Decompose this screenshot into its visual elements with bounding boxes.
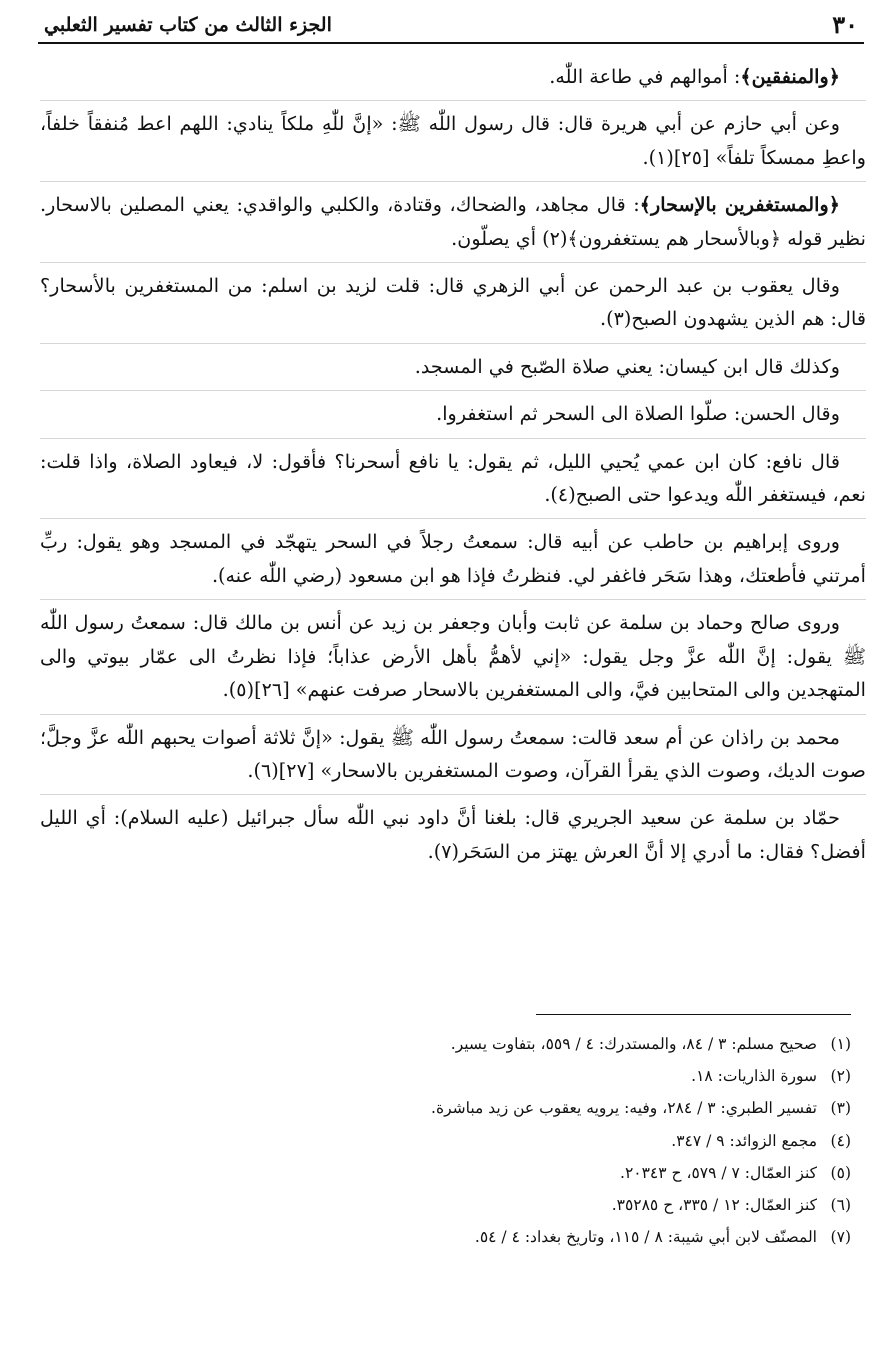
footnote (231, 1028, 851, 1060)
paragraph (40, 518, 866, 592)
paragraph (40, 599, 866, 706)
paragraph (40, 438, 866, 512)
paragraph-text: : أموالهم في طاعة اللّٰه. (549, 65, 741, 88)
paragraph-text: قال نافع: كان ابن عمي يُحيي الليل، ثم يقول: يا نافع أسحرنا؟ فأقول: لا، فيعاود الصلاة، واذا قلت: نعم، فيستغفر اللّٰه ويدعوا حتى الصبح(٤). (40, 449, 866, 507)
paragraph (40, 262, 866, 336)
paragraph-text: وروى صالح وحماد بن سلمة عن ثابت وأبان وجعفر بن زيد عن أنس بن مالك قال: سمعتُ رسول اللّٰه ﷺ يقول: إنَّ اللّٰه عزَّ وجل يقول: «إني لأهمُّ بأهل الأرض عذاباً؛ فإذا نظرتُ الى عمّار بيوتي والى المتهجدين والى المتحابين فيَّ، والى المستغفرين بالاسحار صرفت عنهم» [٢٦](٥). (40, 611, 866, 702)
verse-lead: ﴿والمنفقين﴾ (740, 65, 840, 88)
footnote-text: المصنّف لابن أبي شيبة: ٨ / ١١٥، وتاريخ بغداد: ٤ / ٥٤. (474, 1228, 817, 1247)
paragraph-text: وعن أبي حازم عن أبي هريرة قال: قال رسول اللّٰه ﷺ: «إنَّ للّٰهِ ملكاً ينادي: اللهم اعط مُنفقاً خلفاً، واعطِ ممسكاً تلفاً» [٢٥](١). (40, 112, 866, 169)
footnote-separator (536, 1014, 851, 1015)
footnote (231, 1125, 851, 1157)
paragraph (40, 181, 866, 255)
footnote (231, 1221, 851, 1253)
footnote-text: كنز العمّال: ١٢ / ٣٣٥، ح ٣٥٢٨٥. (611, 1196, 817, 1215)
footnotes (231, 1028, 851, 1253)
footnote-text: كنز العمّال: ٧ / ٥٧٩، ح ٢٠٣٤٣. (620, 1163, 817, 1182)
paragraph (40, 60, 866, 93)
paragraph (40, 100, 866, 174)
footnote (231, 1060, 851, 1092)
footnote-text: تفسير الطبري: ٣ / ٢٨٤، وفيه: يرويه يعقوب عن زيد مباشرة. (431, 1099, 817, 1118)
footnote-number: (٣) (830, 1099, 851, 1118)
paragraph (40, 794, 866, 868)
footnote-number: (٦) (830, 1196, 851, 1215)
footnote (231, 1189, 851, 1221)
footnote-number: (٢) (830, 1067, 851, 1086)
footnote (231, 1092, 851, 1124)
paragraph-text: وروى إبراهيم بن حاطب عن أبيه قال: سمعتُ رجلاً في السحر يتهجّد في المسجد وهو يقول: ربِّ أمرتني فأطعتك، وهذا سَحَر فاغفر لي. فنظرتُ فإذا هو ابن مسعود (رضي اللّٰه عنه). (40, 530, 866, 587)
paragraph-text: وكذلك قال ابن كيسان: يعني صلاة الصّبح في المسجد. (414, 354, 840, 378)
paragraph (40, 390, 866, 430)
paragraph-text: وقال يعقوب بن عبد الرحمن عن أبي الزهري قال: قلت لزيد بن اسلم: من المستغفرين بالأسحار؟ قال: هم الذين يشهدون الصبح(٣). (40, 274, 866, 331)
footnote-text: مجمع الزوائد: ٩ / ٣٤٧. (671, 1131, 817, 1150)
footnote-text: سورة الذاريات: ١٨. (691, 1067, 817, 1086)
paragraph (40, 343, 866, 383)
paragraph-text: محمد بن راذان عن أم سعد قالت: سمعتُ رسول اللّٰه ﷺ يقول: «إنَّ ثلاثة أصوات يحبهم اللّٰه عزَّ وجلَّ؛ صوت الديك، وصوت الذي يقرأ القرآن، وصوت المستغفرين بالاسحار» [٢٧](٦). (40, 725, 866, 782)
footnote-text: صحيح مسلم: ٣ / ٨٤، والمستدرك: ٤ / ٥٥٩، بتفاوت يسير. (450, 1035, 817, 1053)
footnote-number: (٧) (830, 1228, 851, 1247)
verse-lead: ﴿والمستغفرين بالإسحار﴾ (639, 193, 840, 217)
page-header (38, 8, 864, 44)
running-title: الجزء الثالث من كتاب تفسير الثعلبي (44, 14, 332, 36)
footnote (231, 1157, 851, 1189)
footnote-number: (٥) (830, 1163, 851, 1182)
footnote-number: (١) (830, 1035, 851, 1053)
paragraph-text: : قال مجاهد، والضحاك، وقتادة، والكلبي والواقدي: يعني المصلين بالاسحار. نظير قوله ﴿وبالأسحار هم يستغفرون﴾(٢) أي يصلّون. (40, 193, 866, 250)
paragraph-text: وقال الحسن: صلّوا الصلاة الى السحر ثم استغفروا. (436, 402, 840, 426)
footnote-number: (٤) (830, 1131, 851, 1150)
main-text (40, 60, 866, 875)
paragraph (40, 714, 866, 788)
paragraph-text: حمّاد بن سلمة عن سعيد الجريري قال: بلغنا أنَّ داود نبي اللّٰه سأل جبرائيل (عليه السلام): أي الليل أفضل؟ فقال: ما أدري إلا أنَّ العرش يهتز من السَحَر(٧). (40, 806, 866, 863)
page-number: ٣٠ (832, 10, 858, 39)
